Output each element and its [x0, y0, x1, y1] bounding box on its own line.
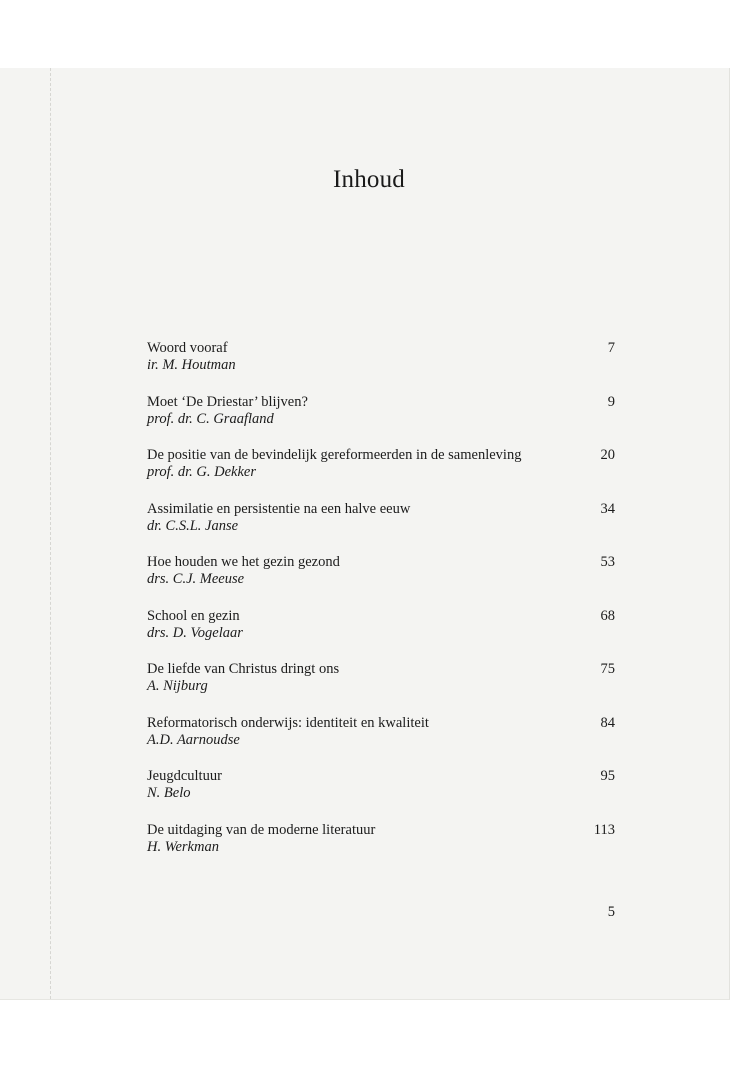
toc-entry-page: 53	[600, 554, 615, 570]
toc-entry-title: De positie van de bevindelijk gereformeerden in de samenleving	[147, 447, 522, 463]
toc-entry-author: drs. D. Vogelaar	[147, 624, 243, 641]
toc-entry-author: prof. dr. C. Graafland	[147, 410, 274, 427]
toc-entry-author: prof. dr. G. Dekker	[147, 464, 256, 480]
toc-entry-page: 68	[600, 607, 615, 624]
toc-entry-author: A.D. Aarnoudse	[147, 731, 240, 748]
toc-entry-title: Hoe houden we het gezin gezond	[147, 554, 340, 570]
toc-entry-title: Jeugdcultuur	[147, 768, 222, 784]
page-fold-line	[50, 68, 51, 999]
toc-entry-page: 34	[600, 500, 615, 517]
table-of-contents	[147, 340, 615, 858]
toc-entry	[147, 340, 615, 394]
toc-entry-title: Assimilatie en persistentie na een halve eeuw	[147, 500, 411, 517]
toc-entry-title: Woord vooraf	[147, 340, 228, 356]
toc-entry-author: N. Belo	[147, 785, 191, 801]
toc-entry-author: dr. C.S.L. Janse	[147, 517, 239, 534]
toc-entry-author: H. Werkman	[147, 838, 219, 855]
toc-entry-title: De uitdaging van de moderne literatuur	[147, 821, 376, 838]
toc-entry	[147, 447, 615, 501]
page-title: Inhoud	[332, 166, 406, 193]
toc-entry	[147, 554, 615, 608]
toc-entry-author: ir. M. Houtman	[147, 357, 236, 373]
toc-entry-page: 95	[600, 768, 615, 784]
toc-entry-title: De liefde van Christus dringt ons	[147, 661, 340, 677]
toc-entry-page: 113	[593, 821, 615, 838]
toc-entry-page: 75	[600, 661, 615, 677]
toc-entry-author: A. Nijburg	[147, 678, 208, 694]
toc-entry-page: 7	[607, 340, 615, 356]
toc-entry	[147, 768, 615, 822]
toc-entry-title: Moet ‘De Driestar’ blijven?	[147, 393, 308, 410]
page-number: 5	[607, 904, 615, 920]
toc-entry-page: 20	[600, 447, 615, 463]
toc-entry-author: drs. C.J. Meeuse	[147, 571, 245, 587]
toc-entry	[147, 608, 615, 662]
toc-entry-title: Reformatorisch onderwijs: identiteit en kwaliteit	[147, 714, 429, 731]
toc-entry-page: 9	[607, 393, 615, 410]
toc-entry-page: 84	[600, 714, 615, 731]
toc-entry	[147, 822, 615, 858]
toc-entry	[147, 661, 615, 715]
toc-entry	[147, 501, 615, 555]
toc-entry	[147, 715, 615, 769]
toc-entry-title: School en gezin	[147, 607, 240, 624]
toc-entry	[147, 394, 615, 448]
